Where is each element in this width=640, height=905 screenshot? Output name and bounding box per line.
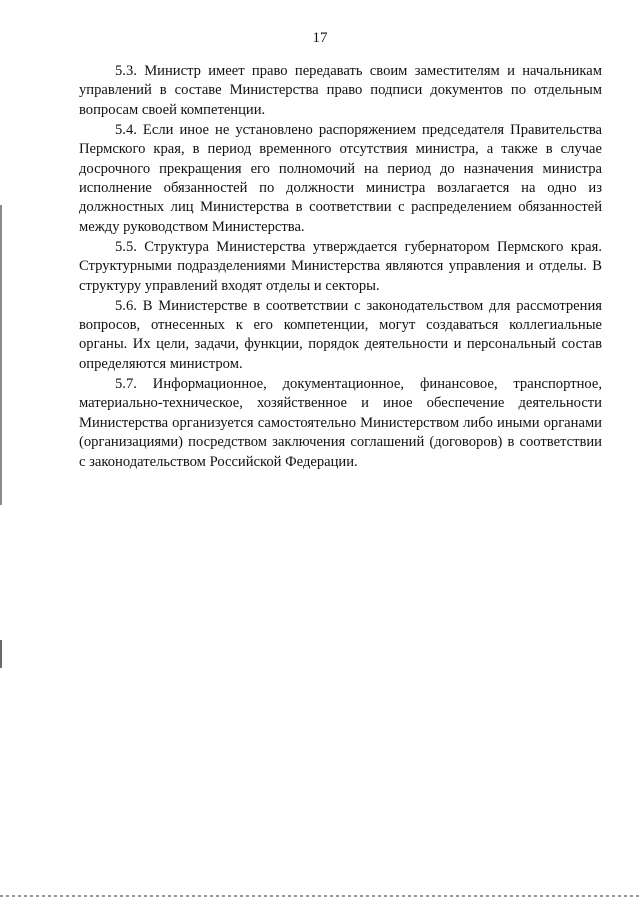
paragraph-5-3: 5.3. Министр имеет право передавать своим заместителям и начальникам управлений в составе Министерства право подписи документов по отдельным вопросам своей компетенции. <box>79 63 602 118</box>
paragraph-5-6: 5.6. В Министерстве в соответствии с законодательством для рассмотрения вопросов, отнесенных к его компетенции, могут создаваться коллегиальные органы. Их цели, задачи, функции, порядок деятельности и персональный состав определяются министром. <box>79 297 602 372</box>
scan-bottom-edge <box>0 895 640 897</box>
scan-edge-mark <box>0 640 2 668</box>
document-body <box>79 62 602 472</box>
paragraph-5-5: 5.5. Структура Министерства утверждается губернатором Пермского края. Структурными подразделениями Министерства являются управления и отделы. В структуру управлений входят отделы и секторы. <box>79 238 602 294</box>
paragraph-5-4: 5.4. Если иное не установлено распоряжением председателя Правительства Пермского края, в период временного отсутствия министра, а также в случае досрочного прекращения его полномочий на период до назначения министра исполнение обязанностей по должности министра возлагается на одно из должностных лиц Министерства в соответствии с распределением обязанностей между руководством Министерства. <box>79 121 602 235</box>
scan-edge-mark <box>0 205 2 505</box>
paragraph-5-7: 5.7. Информационное, документационное, финансовое, транспортное, материально-техническое, хозяйственное и иное обеспечение деятельности Министерства организуется самостоятельно Министерством либо иными органами (организациями) посредством заключения соглашений (договоров) в соответствии с законодательством Российской Федерации. <box>79 375 602 470</box>
page-number: 17 <box>312 30 328 46</box>
